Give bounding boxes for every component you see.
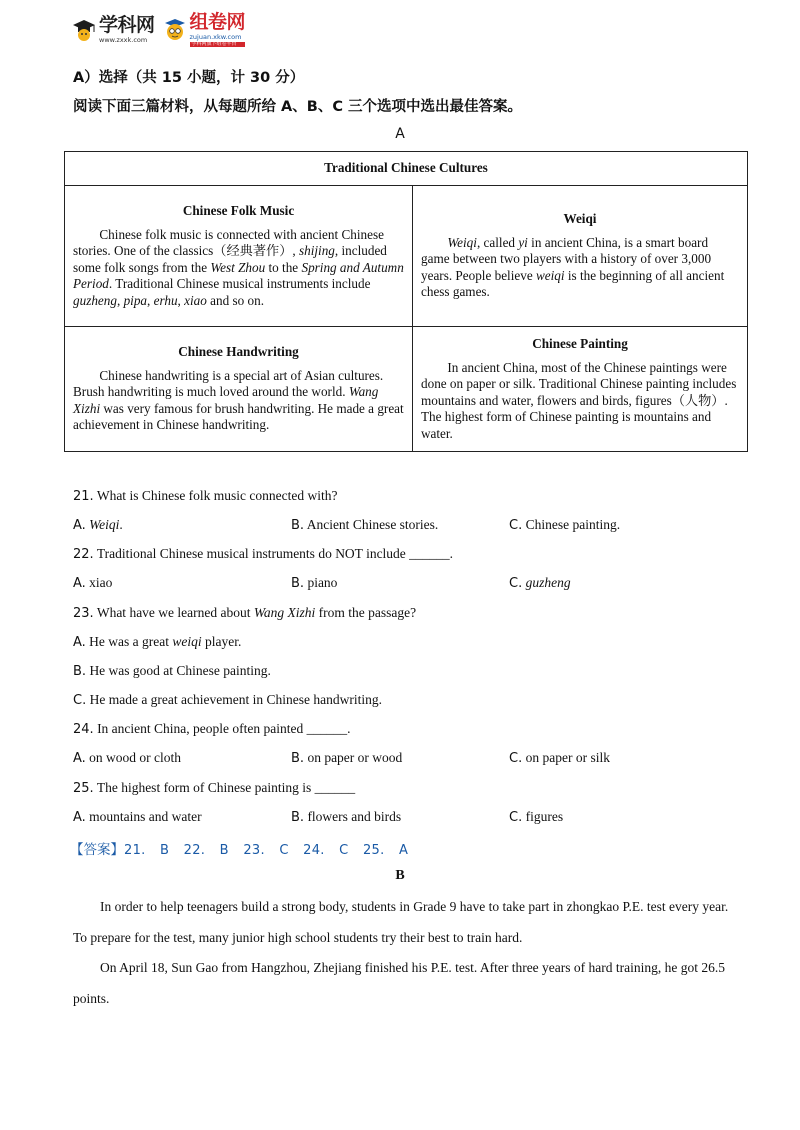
q21-option-b[interactable]: B. Ancient Chinese stories. (291, 517, 439, 533)
instruction: 阅读下面三篇材料，从每题所给 A、B、C 三个选项中选出最佳答案。 (73, 99, 523, 115)
zujuan-logo-tagline: 学科网旗下组卷平台 (190, 42, 246, 47)
q24-option-a[interactable]: A. on wood or cloth (73, 750, 182, 766)
passage-b-paragraph-1: In order to help teenagers build a strong body, students in Grade 9 have to take part in zhongkao P.E. test every year. To prepare for the test, many junior high school students try their best to train hard. (73, 899, 729, 945)
folk-music-text: Chinese folk music is connected with ancient Chinese stories. One of the classics（经典著作）, shijing, included some folk songs from the West Zhou to the Spring and Autumn Period. Traditional Chinese musical instruments include guzheng, pipa, erhu, xiao and so on. (73, 226, 404, 308)
cell-weiqi (413, 186, 748, 327)
zxxk-logo[interactable] (72, 16, 155, 44)
q22-option-b[interactable]: B. piano (291, 575, 338, 591)
q21-option-c[interactable]: C. Chinese painting. (509, 517, 621, 533)
q23-option-b[interactable]: B. He was good at Chinese painting. (73, 663, 271, 679)
cell-folk-music (65, 186, 413, 327)
section-title: A）选择（共 15 小题，计 30 分） (73, 70, 305, 86)
weiqi-heading: Weiqi (563, 211, 597, 227)
zujuan-logo-name: 组卷网 (189, 11, 246, 34)
q25-option-a[interactable]: A. mountains and water (73, 809, 202, 825)
q23-option-a[interactable]: A. He was a great weiqi player. (73, 634, 242, 650)
question-21: 21. What is Chinese folk music connected with? (73, 488, 338, 504)
passage-b-label: B (395, 868, 405, 883)
zxxk-logo-name: 学科网 (99, 14, 155, 37)
painting-heading: Chinese Painting (532, 336, 628, 351)
question-23: 23. What have we learned about Wang Xizhi from the passage? (73, 605, 417, 621)
folk-music-heading: Chinese Folk Music (182, 203, 295, 218)
zujuan-logo[interactable] (163, 13, 246, 47)
q24-option-b[interactable]: B. on paper or wood (291, 750, 403, 766)
handwriting-heading: Chinese Handwriting (178, 344, 299, 360)
q25-option-c[interactable]: C. figures (509, 809, 564, 825)
answer-values: 21. B 22. B 23. C 24. C 25. A (124, 843, 409, 858)
graduation-cap-icon (72, 17, 96, 43)
passage-a-label: A (395, 126, 405, 142)
painting-text: In ancient China, most of the Chinese paintings were done on paper or silk. Traditional Chinese painting includes mountains and water, flowers and birds, figures（人物）. The highest form of Chinese painting is mountains and water. (421, 359, 737, 441)
answer-label: 【答案】 (70, 842, 124, 858)
answer-key (70, 838, 408, 858)
cultures-table (64, 151, 748, 452)
cell-handwriting (65, 327, 413, 452)
q24-option-c[interactable]: C. on paper or silk (509, 750, 610, 766)
q25-option-b[interactable]: B. flowers and birds (291, 809, 402, 825)
weiqi-text: Weiqi, called yi in ancient China, is a smart board game between two players with a history of over 3,000 years. People believe weiqi is the beginning of all ancient chess games. (421, 234, 725, 300)
mascot-icon (163, 17, 187, 43)
zujuan-logo-url: zujuan.xkw.com (189, 33, 242, 42)
handwriting-text: Chinese handwriting is a special art of Asian cultures. Brush handwriting is much loved around the world. Wang Xizhi was very famous for brush handwriting. He made a great achievement in Chinese handwriting. (73, 367, 404, 433)
q21-option-a[interactable]: A. Weiqi. (73, 517, 123, 533)
q22-option-c[interactable]: C. guzheng (509, 575, 571, 591)
passage-b-paragraph-2: On April 18, Sun Gao from Hangzhou, Zhejiang finished his P.E. test. After three years of hard training, he got 26.5 points. (73, 960, 726, 1006)
zxxk-logo-url: www.zxxk.com (99, 36, 148, 45)
table-title: Traditional Chinese Cultures (65, 152, 748, 186)
q23-option-c[interactable]: C. He made a great achievement in Chinese handwriting. (73, 692, 382, 708)
question-24: 24. In ancient China, people often painted ______. (73, 721, 351, 737)
header-logos (72, 10, 245, 50)
cell-painting (413, 327, 748, 452)
q22-option-a[interactable]: A. xiao (73, 575, 113, 591)
question-22: 22. Traditional Chinese musical instruments do NOT include ______. (73, 546, 454, 562)
question-25: 25. The highest form of Chinese painting is ______ (73, 780, 356, 796)
